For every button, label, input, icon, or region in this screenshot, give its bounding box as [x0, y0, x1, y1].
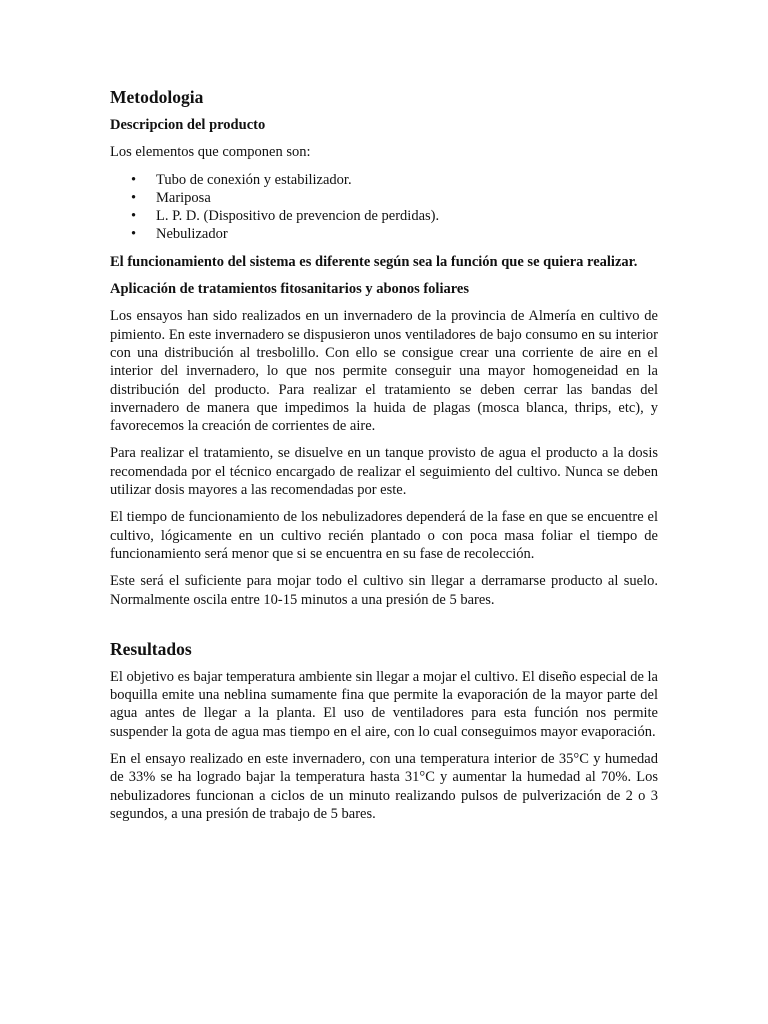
list-item	[110, 189, 658, 207]
bullet-icon: •	[131, 208, 137, 225]
subheading-aplicacion: Aplicación de tratamientos fitosanitarios y abonos foliares	[110, 281, 469, 298]
section-spacer	[110, 618, 658, 638]
body-paragraph: El tiempo de funcionamiento de los nebulizadores dependerá de la fase en que se encuentre el cultivo, lógicamente en un cultivo recién plantado o con poca masa foliar el tiempo de funcionamiento será menor que si se encuentra en su fase de recolección.	[110, 509, 658, 562]
section-title-resultados: Resultados	[110, 638, 192, 659]
bullet-icon: •	[131, 171, 137, 188]
list-item-text: Tubo de conexión y estabilizador.	[156, 171, 352, 188]
components-list	[110, 171, 658, 244]
section-title-metodologia: Metodologia	[110, 87, 204, 107]
list-item	[110, 171, 658, 189]
list-item-text: L. P. D. (Dispositivo de prevencion de perdidas).	[156, 208, 440, 225]
body-paragraph: Los ensayos han sido realizados en un invernadero de la provincia de Almería en cultivo de pimiento. En este invernadero se dispusieron unos ventiladores de bajo consumo en su interior con una distribución al tresbolillo. Con ello se consigue crear una corriente de aire en el interior del invernadero, lo que nos permite conseguir una mayor homogeneidad en la distribución del producto. Para realizar el tratamiento se deben cerrar las bandas del invernadero de manera que impedimos la huida de plagas (mosca blanca, thrips, etc), y favorecemos la creación de corrientes de aire.	[110, 308, 658, 435]
body-paragraph: Para realizar el tratamiento, se disuelve en un tanque provisto de agua el producto a la dosis recomendada por el técnico encargado de realizar el seguimiento del cultivo. Nunca se deben utilizar dosis mayores a las recomendadas por este.	[110, 445, 658, 499]
body-paragraph: El objetivo es bajar temperatura ambiente sin llegar a mojar el cultivo. El diseño especial de la boquilla emite una neblina sumamente fina que permite la evaporación de la mayor parte del agua antes de llegar a la planta. El uso de ventiladores para esta función nos permite suspender la gota de agua mas tiempo en el aire, con lo cual conseguimos mayor evaporación.	[110, 668, 658, 740]
funcionamiento-statement: El funcionamiento del sistema es diferente según sea la función que se quiera realizar.	[110, 253, 638, 270]
bullet-icon: •	[131, 226, 137, 243]
list-item-text: Nebulizador	[156, 226, 228, 243]
body-paragraph: Este será el suficiente para mojar todo el cultivo sin llegar a derramarse producto al suelo. Normalmente oscila entre 10-15 minutos a una presión de 5 bares.	[110, 573, 658, 608]
subheading-descripcion: Descripcion del producto	[110, 117, 266, 133]
document-page	[110, 86, 658, 832]
list-item-text: Mariposa	[156, 189, 211, 206]
bullet-icon: •	[131, 189, 137, 206]
body-paragraph: En el ensayo realizado en este invernadero, con una temperatura interior de 35°C y humedad de 33% se ha logrado bajar la temperatura hasta 31°C y aumentar la humedad al 70%. Los nebulizadores funcionan a ciclos de un minuto realizando pulsos de pulverización de 2 o 3 segundos, a una presión de trabajo de 5 bares.	[110, 751, 658, 822]
list-item	[110, 207, 658, 225]
intro-paragraph: Los elementos que componen son:	[110, 144, 311, 161]
list-item	[110, 225, 658, 243]
